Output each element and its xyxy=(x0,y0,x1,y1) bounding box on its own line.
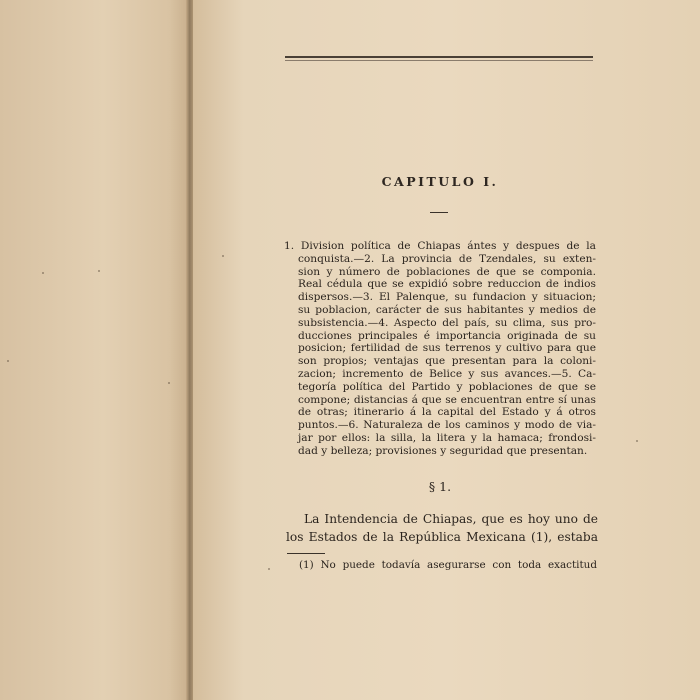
summary-line: dad y belleza; provisiones y seguridad que presentan. xyxy=(298,444,588,457)
summary-line: sion y número de poblaciones de que se componia. xyxy=(298,265,596,278)
header-rule-thin xyxy=(285,60,593,61)
left-page xyxy=(0,0,188,700)
paper-speck xyxy=(7,360,9,362)
body-line: La Intendencia de Chiapas, que es hoy uno de xyxy=(304,512,598,526)
summary-line: compone; distancias á que se encuentran entre sí unas xyxy=(298,393,596,406)
summary-line: 1. Division política de Chiapas ántes y despues de la xyxy=(284,240,596,252)
summary-line: ducciones principales é importancia originada de su xyxy=(298,329,596,342)
paper-speck xyxy=(98,270,100,272)
summary-line: Real cédula que se expidió sobre reduccion de indios xyxy=(298,278,596,291)
title-divider xyxy=(430,212,448,213)
footnote: (1) No puede todavía asegurarse con toda exactitud xyxy=(299,559,597,571)
paper-speck xyxy=(42,272,44,274)
chapter-title: CAPITULO I. xyxy=(381,174,499,189)
summary-line: dispersos.—3. El Palenque, su fundacion y situacion; xyxy=(298,291,596,304)
summary-line: tegoría política del Partido y poblaciones de que se xyxy=(298,380,596,393)
summary-line: su poblacion, carácter de sus habitantes y medios de xyxy=(298,303,596,316)
footnote-rule xyxy=(287,553,325,554)
summary-line: jar por ellos: la silla, la litera y la hamaca; frondosi- xyxy=(298,431,596,444)
paper-speck xyxy=(168,382,170,384)
paper-speck xyxy=(268,568,270,570)
summary-line: posicion; fertilidad de sus terrenos y cultivo para que xyxy=(298,342,596,355)
summary-line: de otras; itinerario á la capital del Estado y á otros xyxy=(298,406,596,419)
summary-line: conquista.—2. La provincia de Tzendales, su exten- xyxy=(298,252,596,265)
body-line: los Estados de la República Mexicana (1), estaba xyxy=(286,530,598,544)
summary-line: subsistencia.—4. Aspecto del país, su clima, sus pro- xyxy=(298,316,596,329)
paper-speck xyxy=(636,440,638,442)
paper-speck xyxy=(222,255,224,257)
summary-line: son propios; ventajas que presentan para la coloni- xyxy=(298,355,596,368)
body-paragraph xyxy=(286,510,598,546)
summary-line: puntos.—6. Naturaleza de los caminos y modo de via- xyxy=(298,419,596,432)
chapter-summary xyxy=(284,240,596,458)
header-rule xyxy=(285,56,593,58)
summary-line: zacion; incremento de Belice y sus avances.—5. Ca- xyxy=(298,367,596,380)
section-mark: § 1. xyxy=(428,479,452,494)
